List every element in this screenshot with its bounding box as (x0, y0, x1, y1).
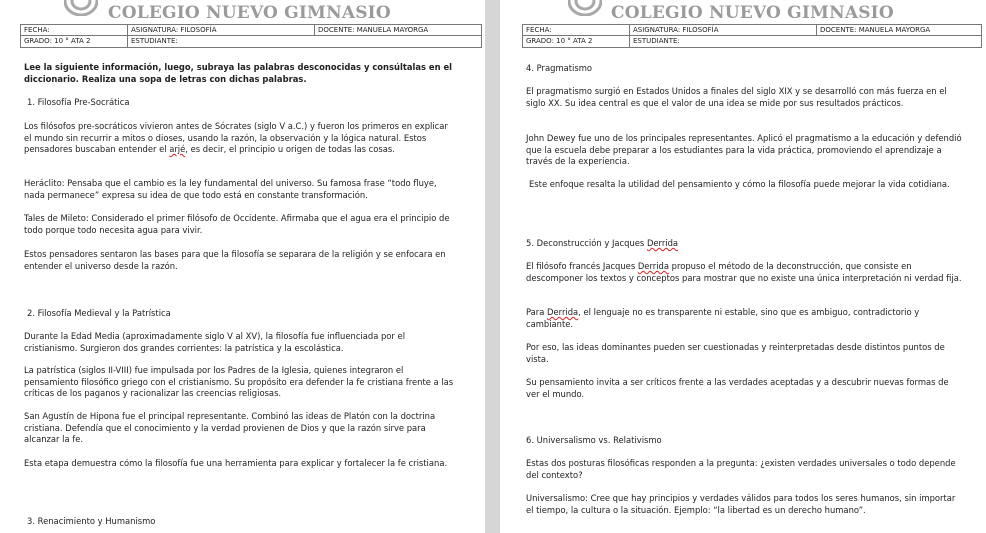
paragraph: Durante la Edad Media (aproximadamente siglo V al XV), la filosofía fue influenciada por el cristianismo. Surgieron dos grandes corrientes: la patrística y la escolástica. (24, 331, 406, 353)
header-table (20, 24, 482, 48)
docente-label: DOCENTE: MANUELA MAYORGA (315, 25, 482, 36)
paragraph: Universalismo: Cree que hay principios y verdades válidos para todos los seres humanos, sin importar el tiempo, la cultura o la situación. Ejemplo: “la libertad es un derecho humano”. (526, 493, 956, 515)
fecha-label: FECHA: (523, 25, 630, 36)
paragraph: Heráclito: Pensaba que el cambio es la ley fundamental del universo. Su famosa frase “todo fluye, nada permanece” expresa su idea de que todo está en constante transformación. (24, 178, 437, 200)
paragraph: Para Derrida, el lenguaje no es transparente ni estable, sino que es ambiguo, contradictorio y cambiante. (526, 307, 920, 329)
paragraph: Por eso, las ideas dominantes pueden ser cuestionadas y reinterpretadas desde distintos puntos de vista. (526, 342, 945, 364)
page-gutter (485, 0, 500, 533)
document-page-right[interactable] (500, 0, 986, 533)
paragraph: Estos pensadores sentaron las bases para que la filosofía se separara de la religión y se enfocara en entender el universo desde la razón. (24, 249, 446, 271)
misspelled-word[interactable]: Derrida (547, 307, 579, 317)
paragraph: San Agustín de Hipona fue el principal representante. Combinó las ideas de Platón con la doctrina cristiana. Defendía que el conocimiento y la verdad provienen de Dios y que la razón sirve para alcanzar la fe. (24, 411, 436, 444)
school-name: COLEGIO NUEVO GIMNASIO (611, 3, 894, 23)
document-page-left[interactable] (0, 0, 485, 533)
section-title: 2. Filosofía Medieval y la Patrística (27, 308, 171, 318)
misspelled-word[interactable]: arjé (169, 144, 186, 154)
paragraph: John Dewey fue uno de los principales representantes. Aplicó el pragmatismo a la educación y defendió que la escuela debe preparar a los estudiantes para la vida práctica, promoviendo el aprendizaje a través de la experiencia. (526, 133, 962, 166)
school-logo-icon (64, 0, 98, 16)
grado-label: GRADO: 10 ° ATA 2 (21, 36, 128, 48)
paragraph: Su pensamiento invita a ser críticos frente a las verdades aceptadas y a descubrir nuevas formas de ver el mundo. (526, 377, 949, 399)
docente-label: DOCENTE: MANUELA MAYORGA (817, 25, 982, 36)
estudiante-label: ESTUDIANTE: (128, 36, 482, 48)
grado-label: GRADO: 10 ° ATA 2 (523, 36, 630, 48)
paragraph: Este enfoque resalta la utilidad del pensamiento y cómo la filosofía puede mejorar la vida cotidiana. (529, 179, 950, 189)
estudiante-label: ESTUDIANTE: (630, 36, 982, 48)
paragraph: Estas dos posturas filosóficas responden a la pregunta: ¿existen verdades universales o todo depende del contexto? (526, 458, 956, 480)
paragraph: El filósofo francés Jacques Derrida propuso el método de la deconstrucción, que consiste en descomponer los textos y conceptos para mostrar que no existe una única interpretación ni verdad fija. (526, 261, 962, 283)
misspelled-word[interactable]: Derrida (637, 261, 669, 271)
school-name: COLEGIO NUEVO GIMNASIO (108, 3, 391, 23)
paragraph: El pragmatismo surgió en Estados Unidos a finales del siglo XIX y se desarrolló con más fuerza en el siglo XX. Su idea central es que el valor de una idea se mide por sus resultados prácticos. (526, 86, 947, 108)
section-title: 1. Filosofía Pre-Socrática (27, 97, 130, 107)
misspelled-word[interactable]: Derrida (646, 238, 679, 248)
paragraph: La patrística (siglos II-VIII) fue impulsada por los Padres de la Iglesia, quienes integraron el pensamiento filosófico griego con el cristianismo. Su propósito era defender la fe cristiana frente a las críticas de los paganos y racionalizar las creencias religiosas. (24, 365, 454, 398)
section-title: 3. Renacimiento y Humanismo (27, 516, 156, 526)
section-title: 6. Universalismo vs. Relativismo (526, 435, 662, 445)
paragraph: Los filósofos pre-socráticos vivieron antes de Sócrates (siglo V a.C.) y fueron los primeros en explicar el mundo sin recurrir a mitos o dioses, usando la razón, la observación y la lógica natural. Estos pensadores buscaban entender el arjé, es decir, el principio u origen de todas las cosas. (24, 121, 448, 154)
paragraph: Esta etapa demuestra cómo la filosofía fue una herramienta para explicar y fortalecer la fe cristiana. (24, 458, 448, 468)
paragraph: Tales de Mileto: Considerado el primer filósofo de Occidente. Afirmaba que el agua era el principio de todo porque todo necesita agua para vivir. (24, 213, 450, 235)
section-title: 5. Deconstrucción y Jacques Derrida (526, 238, 679, 248)
instructions: Lee la siguiente información, luego, subraya las palabras desconocidas y consúltalas en el diccionario. Realiza una sopa de letras con dichas palabras. (24, 62, 453, 84)
header-table (522, 24, 982, 48)
fecha-label: FECHA: (21, 25, 128, 36)
section-title: 4. Pragmatismo (526, 63, 592, 73)
asignatura-label: ASIGNATURA: FILOSOFÍA (128, 25, 315, 36)
asignatura-label: ASIGNATURA: FILOSOFÍA (630, 25, 817, 36)
school-logo-icon (568, 0, 602, 16)
